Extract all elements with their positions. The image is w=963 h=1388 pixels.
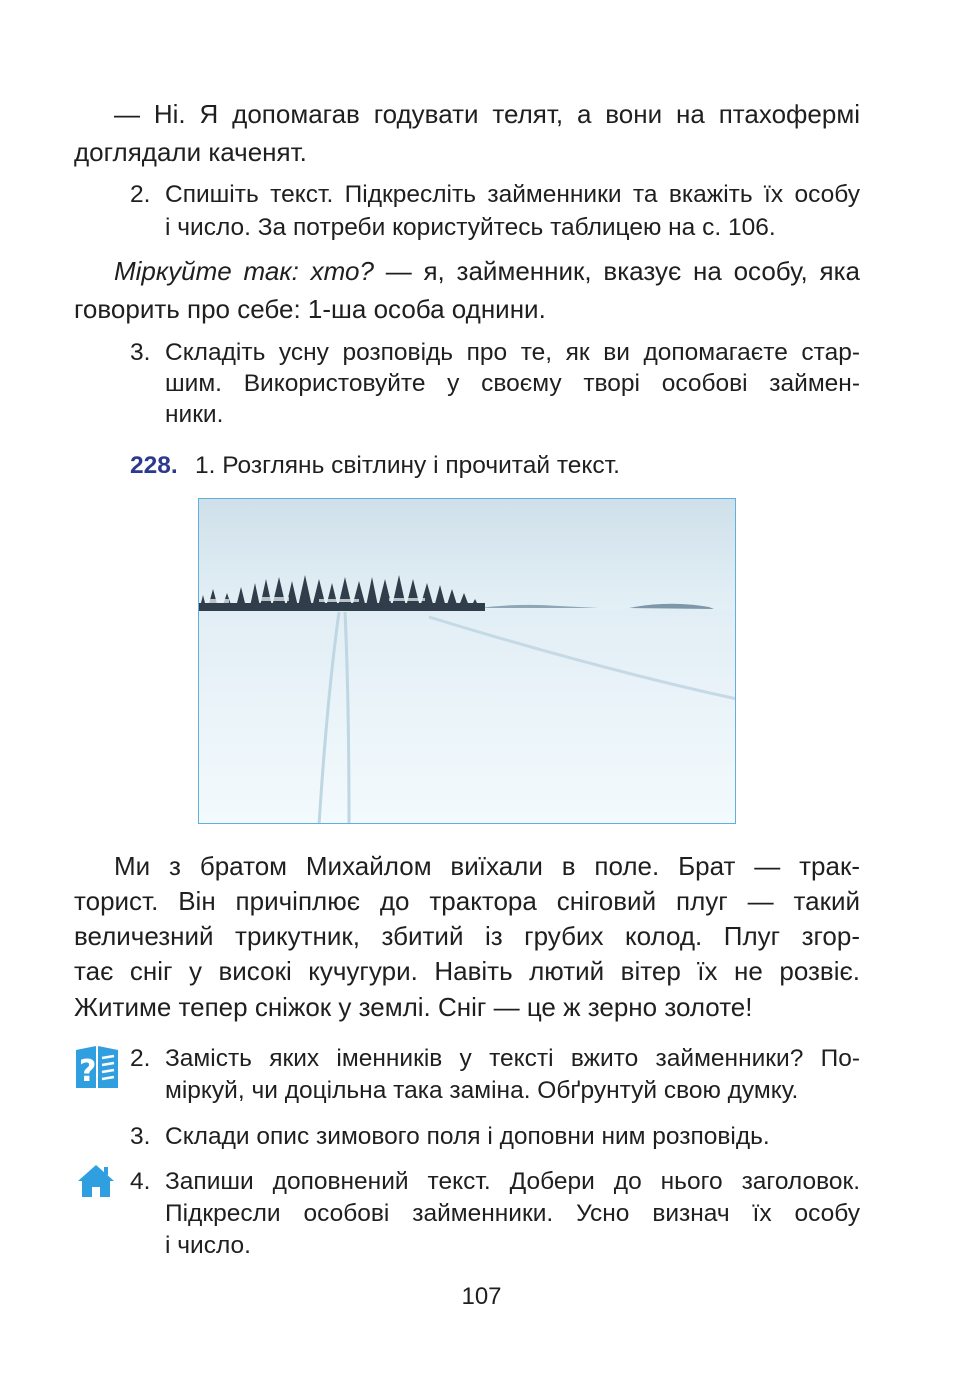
task-line: Склади опис зимового поля і доповни ним розповідь. bbox=[165, 1123, 770, 1150]
task-number: 2. bbox=[130, 1045, 151, 1072]
paragraph-line: — Ні. Я допомагав годувати телят, а вони на птахофермі bbox=[114, 99, 860, 129]
task-number: 2. bbox=[130, 181, 151, 208]
winter-field-illustration bbox=[199, 499, 736, 824]
task-line: шим. Використовуйте у своєму творі особові займен- bbox=[165, 370, 860, 397]
task-line: і число. bbox=[165, 1232, 251, 1259]
task-line: і число. За потреби користуйтесь таблицею на с. 106. bbox=[165, 214, 776, 241]
exercise-number: 228. bbox=[130, 452, 178, 479]
exercise-task: 1. Розглянь світлину і прочитай текст. bbox=[195, 452, 620, 479]
svg-text:?: ? bbox=[79, 1054, 97, 1089]
hint-italic: Міркуйте так: хто? bbox=[114, 256, 374, 286]
story-line: Житиме тепер сніжок у землі. Сніг — це ж зерно золоте! bbox=[74, 992, 753, 1022]
story-line: тає сніг у високі кучугури. Навіть лютий вітер їх не розвіє. bbox=[74, 956, 860, 986]
task-number: 3. bbox=[130, 339, 151, 366]
winter-field-photo bbox=[198, 498, 736, 824]
task-line: Запиши доповнений текст. Добери до нього заголовок. bbox=[165, 1168, 860, 1195]
task-line: Замість яких іменників у тексті вжито займенники? По- bbox=[165, 1045, 860, 1072]
hint-text: — я, займенник, вказує на особу, яка bbox=[373, 256, 860, 286]
story-line: величезний трикутник, збитий із грубих колод. Плуг згор- bbox=[74, 921, 860, 951]
task-line: ники. bbox=[165, 401, 224, 428]
question-book-icon bbox=[74, 1044, 120, 1090]
task-line: Спишіть текст. Підкресліть займенники та вкажіть їх особу bbox=[165, 181, 860, 208]
task-line: Підкресли особові займенники. Усно визнач їх особу bbox=[165, 1200, 860, 1227]
home-icon bbox=[76, 1163, 116, 1199]
hint-line bbox=[114, 252, 860, 290]
page-number: 107 bbox=[461, 1283, 502, 1310]
paragraph-line: доглядали каченят. bbox=[74, 137, 307, 167]
task-number: 4. bbox=[130, 1168, 151, 1195]
hint-line: говорить про себе: 1-ша особа однини. bbox=[74, 294, 546, 324]
task-line: Складіть усну розповідь про те, як ви допомагаєте стар- bbox=[165, 339, 860, 366]
story-line: торист. Він причіплює до трактора сніговий плуг — такий bbox=[74, 886, 860, 916]
story-line: Ми з братом Михайлом виїхали в поле. Брат — трак- bbox=[114, 851, 860, 881]
task-number: 3. bbox=[130, 1123, 151, 1150]
task-line: міркуй, чи доцільна така заміна. Обґрунтуй свою думку. bbox=[165, 1077, 799, 1104]
